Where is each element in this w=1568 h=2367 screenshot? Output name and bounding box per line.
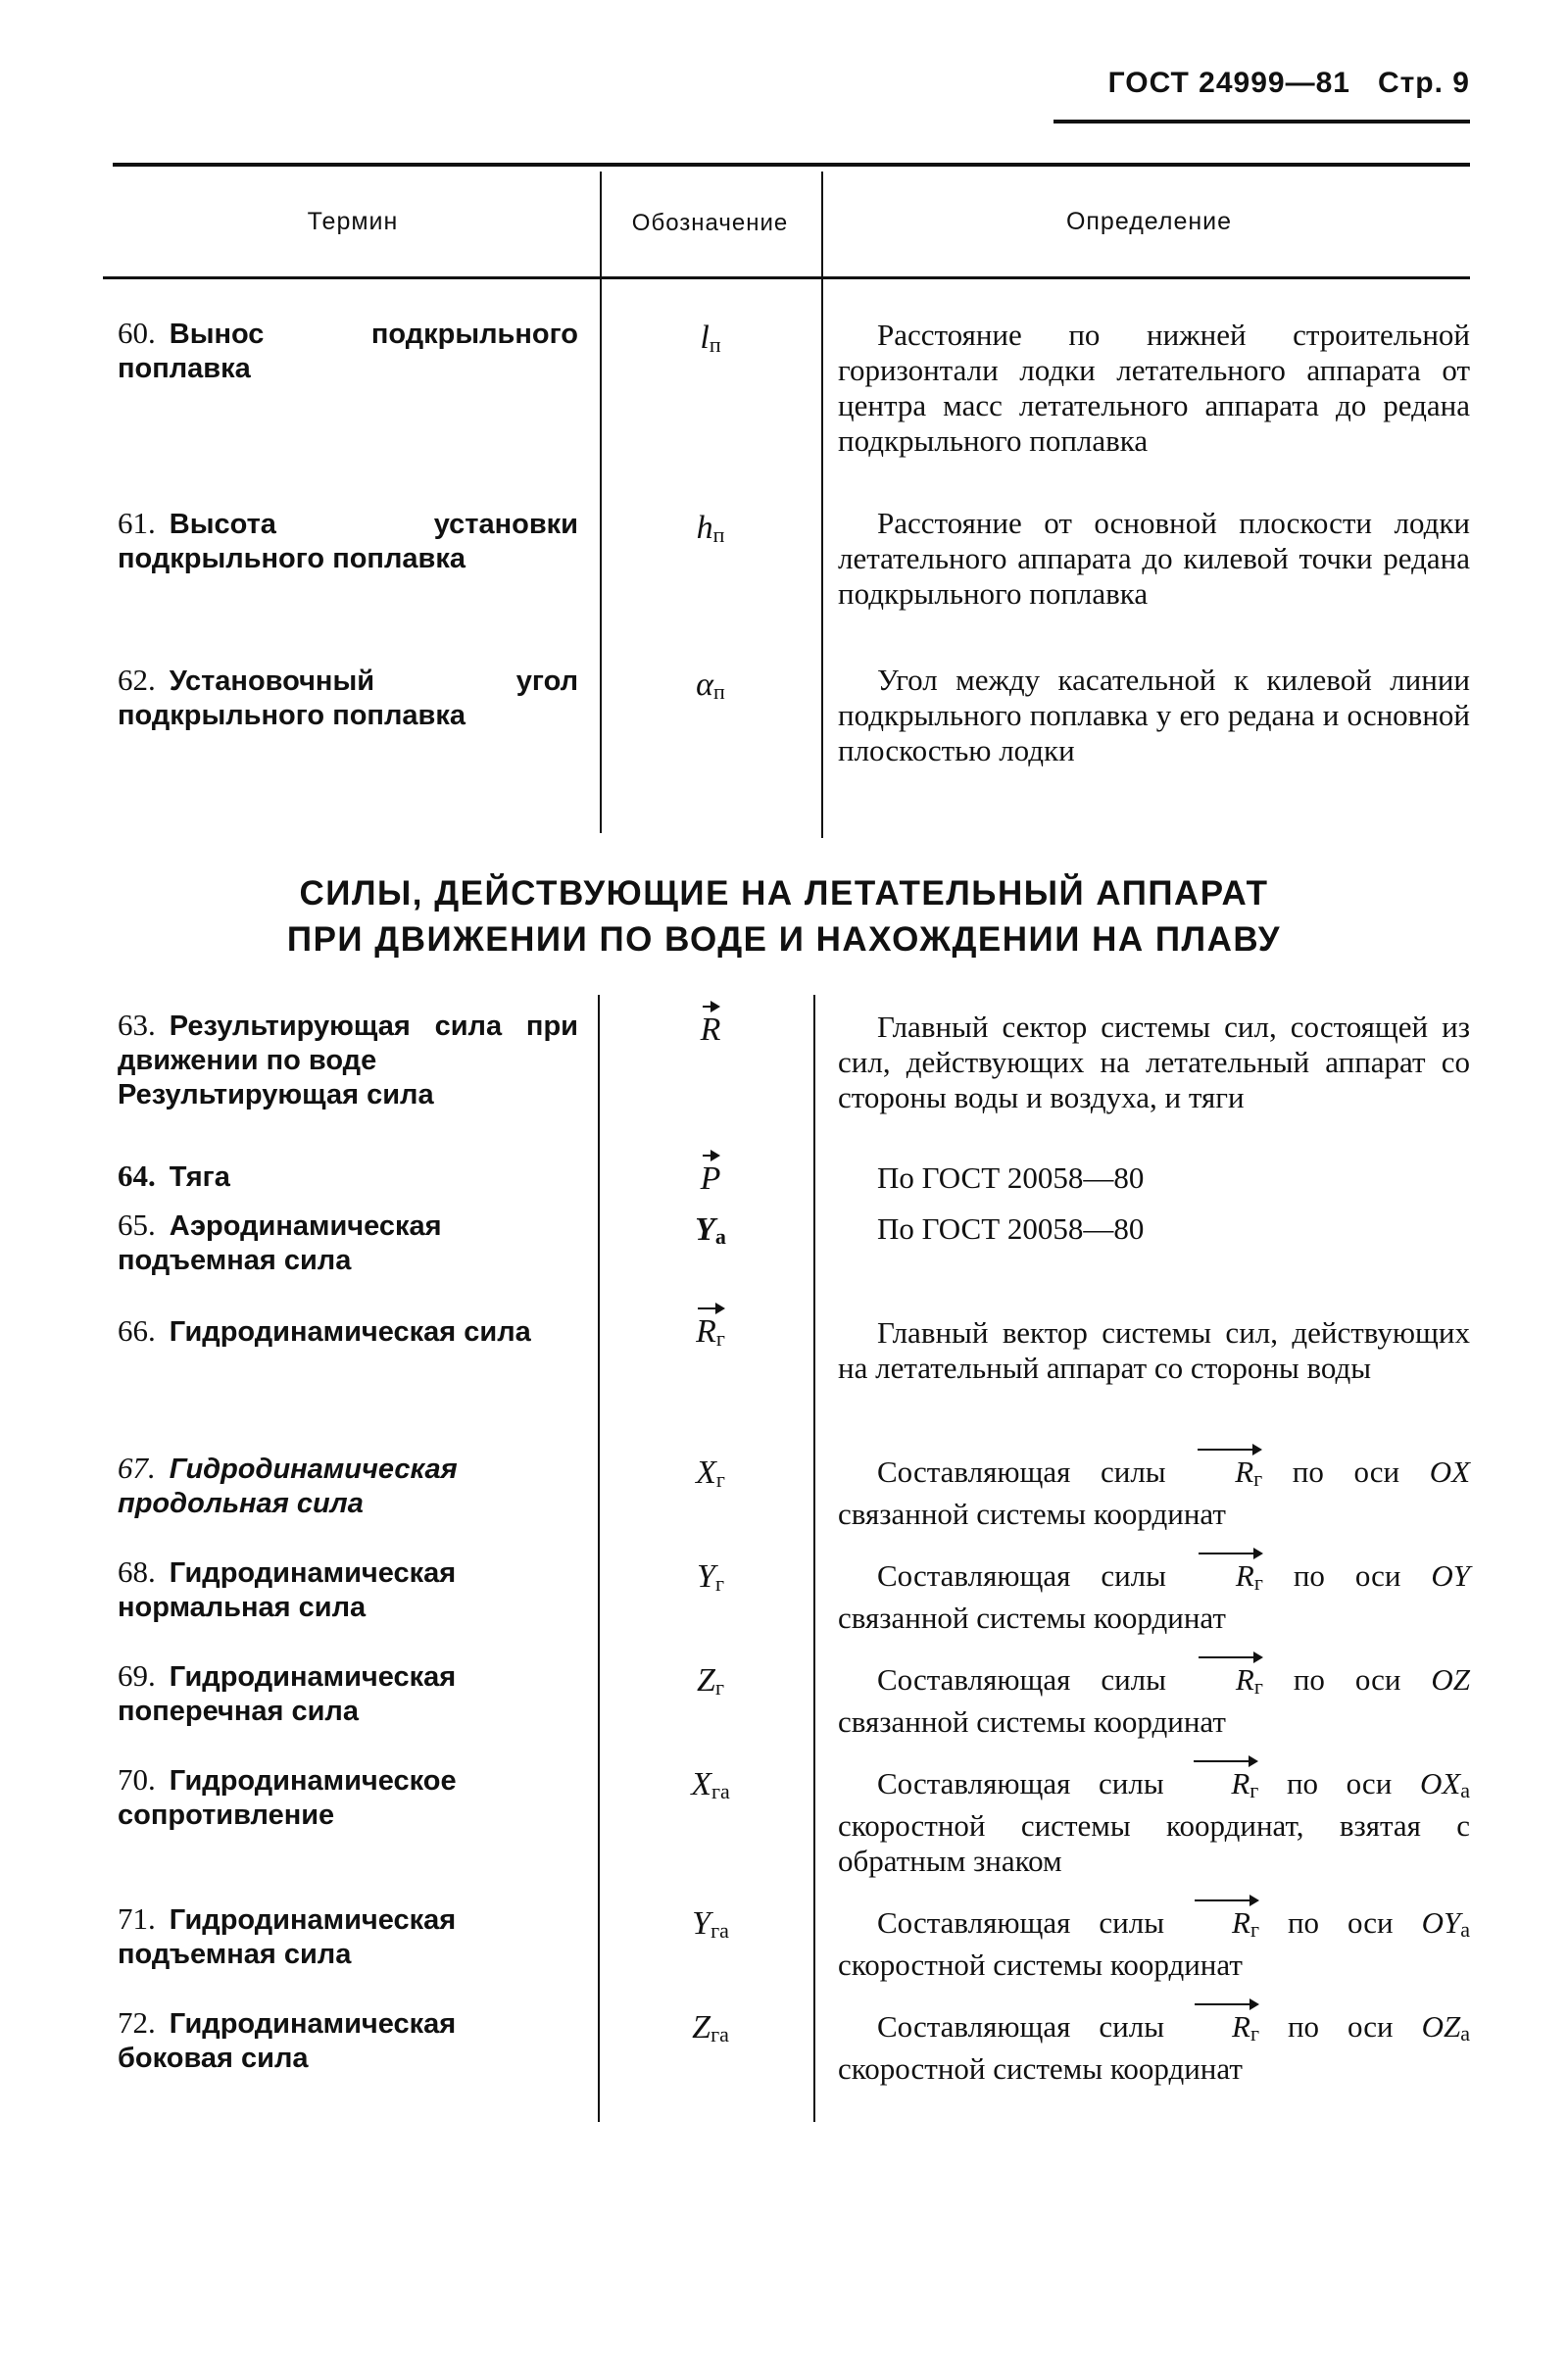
column-divider (600, 172, 602, 833)
column-header-symbol: Обозначение (631, 210, 789, 236)
definition-row-60: Расстояние по нижней строительной горизонтали лодки летательного аппарата от центра масс летательного аппарата до редана подкрыльного поплавка (838, 318, 1470, 458)
definition-row-66: Главный вектор системы сил, действующих на летательный аппарат со стороны воды (838, 1315, 1470, 1385)
symbol-row-72: $Z_{га}$ (692, 2009, 729, 2046)
term-text: Тяга (169, 1161, 230, 1193)
symbol-row-65: $Y_a$ (695, 1211, 726, 1249)
term-number: 66. (118, 1313, 156, 1348)
definition-row-62: Угол между касательной к килевой линии подкрыльного поплавка у его редана и основной плоскостью лодки (838, 663, 1470, 767)
term-text: Гидродинамическое сопротивление (118, 1765, 457, 1831)
term-row-61 (118, 506, 578, 576)
term-text: Вынос подкрыльного поплавка (118, 319, 578, 384)
definition-row-68: Составляющая силы $R_г$ по оси OY связанной системы координат (838, 1558, 1471, 1635)
definition-row-64: По ГОСТ 20058—80 (877, 1160, 1145, 1195)
page-number: Стр. 9 (1377, 67, 1470, 99)
term-row-70 (118, 1762, 578, 1833)
term-row-67 (118, 1451, 578, 1521)
symbol-row-66: $R_г$ (608, 1313, 813, 1357)
table-top-rule (113, 163, 1470, 167)
column-header-term: Термин (307, 208, 399, 235)
column-divider (598, 995, 600, 2122)
definition-row-69: Составляющая силы $R_г$ по оси OZ связанной системы координат (838, 1662, 1471, 1739)
term-text: Результирующая сила при движении по воде (118, 1011, 578, 1076)
symbol-row-67: $X_г$ (696, 1455, 725, 1492)
term-synonym: Результирующая сила (118, 1079, 434, 1110)
definition-row-72: Составляющая силы $R_г$ по оси $OZ_a$ скоростной системы координат (838, 2009, 1471, 2086)
term-text: Гидродинамическая продольная сила (118, 1454, 458, 1519)
term-number: 61. (118, 506, 156, 540)
term-row-60 (118, 316, 578, 386)
symbol-row-62: $\alpha_п$ (696, 666, 725, 704)
term-row-65 (118, 1208, 578, 1278)
symbol-row-63: R (700, 1011, 721, 1048)
term-text: Высота установки подкрыльного поплавка (118, 509, 578, 574)
term-row-66 (118, 1313, 578, 1350)
symbol-row-60: $l_п$ (700, 320, 721, 357)
term-text: Установочный угол подкрыльного поплавка (118, 666, 578, 731)
term-number: 72. (118, 2005, 156, 2040)
page-header (1108, 67, 1470, 100)
section-heading-line: ПРИ ДВИЖЕНИИ ПО ВОДЕ И НАХОЖДЕНИИ НА ПЛАВУ (286, 920, 1282, 959)
term-row-69 (118, 1658, 578, 1729)
symbol-row-70: $X_{га}$ (691, 1766, 730, 1803)
definition-row-71: Составляющая силы $R_г$ по оси $OY_a$ скоростной системы координат (838, 1905, 1471, 1982)
term-text: Аэродинамическая подъемная сила (118, 1210, 442, 1276)
column-divider (813, 995, 815, 2122)
term-row-63 (118, 1008, 578, 1112)
standard-number: ГОСТ 24999—81 (1107, 67, 1350, 99)
symbol-row-64: P (700, 1160, 721, 1197)
symbol-row-69: $Z_г$ (697, 1662, 724, 1700)
term-text: Гидродинамическая подъемная сила (118, 1904, 457, 1970)
term-number: 70. (118, 1762, 156, 1797)
term-number: 69. (118, 1658, 156, 1693)
term-number: 65. (118, 1208, 156, 1242)
term-number: 62. (118, 663, 156, 697)
term-number: 64. (118, 1159, 156, 1193)
definition-row-65: По ГОСТ 20058—80 (877, 1211, 1145, 1246)
section-heading-line: СИЛЫ, ДЕЙСТВУЮЩИЕ НА ЛЕТАТЕЛЬНЫЙ АППАРАТ (299, 874, 1269, 912)
term-text: Гидродинамическая боковая сила (118, 2008, 457, 2074)
term-row-64 (118, 1159, 578, 1195)
definition-row-63: Главный сектор системы сил, состоящей из сил, действующих на летательный аппарат со стороны воды и воздуха, и тяги (838, 1010, 1470, 1114)
symbol-row-61: $h_п$ (696, 510, 725, 547)
section-heading (147, 870, 1421, 962)
column-divider (821, 172, 823, 838)
term-number: 67. (118, 1451, 156, 1485)
term-number: 68. (118, 1554, 156, 1589)
term-text: Гидродинамическая поперечная сила (118, 1661, 457, 1727)
symbol-row-68: $Y_г$ (697, 1558, 724, 1596)
term-row-62 (118, 663, 578, 733)
definition-row-61: Расстояние от основной плоскости лодки летательного аппарата до килевой точки редана подкрыльного поплавка (838, 506, 1470, 611)
term-row-68 (118, 1554, 578, 1625)
term-text: Гидродинамическая нормальная сила (118, 1557, 457, 1623)
symbol-row-71: $Y_{га}$ (692, 1905, 729, 1943)
definition-row-70: Составляющая силы $R_г$ по оси $OX_a$ скоростной системы координат, взятая с обратным знаком (838, 1766, 1471, 1878)
term-number: 60. (118, 316, 156, 350)
column-header-definition: Определение (1065, 208, 1233, 235)
term-row-72 (118, 2005, 578, 2076)
definition-row-67: Составляющая силы $R_г$ по оси OX связанной системы координат (838, 1455, 1471, 1531)
header-underline (1054, 120, 1470, 123)
term-number: 63. (118, 1008, 156, 1042)
term-number: 71. (118, 1901, 156, 1936)
term-row-71 (118, 1901, 578, 1972)
table-header-rule (103, 276, 1470, 279)
term-text: Гидродинамическая сила (169, 1316, 531, 1348)
